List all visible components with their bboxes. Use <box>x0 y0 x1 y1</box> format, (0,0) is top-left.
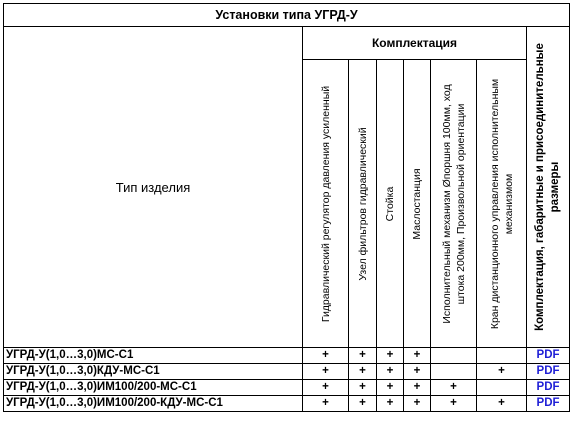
pdf-link[interactable]: PDF <box>527 380 570 396</box>
mark-cell: + <box>377 396 404 412</box>
equipment-group-header: Комплектация <box>303 27 527 60</box>
mark-cell: + <box>477 364 527 380</box>
column-header-remote-valve <box>477 60 527 348</box>
mark-cell <box>477 380 527 396</box>
pdf-link[interactable]: PDF <box>527 396 570 412</box>
mark-cell <box>477 348 527 364</box>
pdf-link[interactable]: PDF <box>527 348 570 364</box>
column-header-filter-unit <box>349 60 377 348</box>
column-label: Гидравлический регулятор давления усиленный <box>319 85 332 322</box>
dimensions-column-header <box>527 27 570 348</box>
column-header-actuator <box>431 60 477 348</box>
column-label: Кран дистанционного управления исполнительным механизмом <box>488 78 515 329</box>
mark-cell: + <box>377 364 404 380</box>
mark-cell: + <box>303 396 349 412</box>
mark-cell: + <box>404 348 431 364</box>
mark-cell: + <box>303 364 349 380</box>
column-header-stand <box>377 60 404 348</box>
product-name: УГРД-У(1,0…3,0)ИМ100/200-КДУ-МС-С1 <box>4 396 303 412</box>
mark-cell: + <box>349 364 377 380</box>
table-title: Установки типа УГРД-У <box>4 4 570 27</box>
dimensions-column-label: Комплектация, габаритные и присоединительные размеры <box>534 43 562 331</box>
mark-cell <box>431 364 477 380</box>
mark-cell: + <box>404 364 431 380</box>
mark-cell <box>431 348 477 364</box>
table-row <box>4 380 570 396</box>
mark-cell: + <box>303 348 349 364</box>
column-header-regulator <box>303 60 349 348</box>
mark-cell: + <box>404 380 431 396</box>
installations-table <box>3 3 570 412</box>
mark-cell: + <box>303 380 349 396</box>
column-label: Стойка <box>384 186 396 221</box>
table-row <box>4 348 570 364</box>
mark-cell: + <box>349 348 377 364</box>
column-label: Маслостанция <box>411 167 423 240</box>
product-name: УГРД-У(1,0…3,0)МС-С1 <box>4 348 303 364</box>
table-row <box>4 396 570 412</box>
pdf-link[interactable]: PDF <box>527 364 570 380</box>
product-type-header: Тип изделия <box>4 27 303 348</box>
mark-cell: + <box>404 396 431 412</box>
column-header-oil-station <box>404 60 431 348</box>
mark-cell: + <box>349 380 377 396</box>
mark-cell: + <box>431 396 477 412</box>
mark-cell: + <box>477 396 527 412</box>
mark-cell: + <box>431 380 477 396</box>
column-label: Исполнительный механизм Øпоршня 100мм, ход штока 200мм, Произвольной ориентации <box>440 83 467 324</box>
mark-cell: + <box>377 348 404 364</box>
table-row <box>4 364 570 380</box>
product-name: УГРД-У(1,0…3,0)ИМ100/200-МС-С1 <box>4 380 303 396</box>
mark-cell: + <box>349 396 377 412</box>
mark-cell: + <box>377 380 404 396</box>
product-name: УГРД-У(1,0…3,0)КДУ-МС-С1 <box>4 364 303 380</box>
column-label: Узел фильтров гидравлический <box>356 126 369 281</box>
